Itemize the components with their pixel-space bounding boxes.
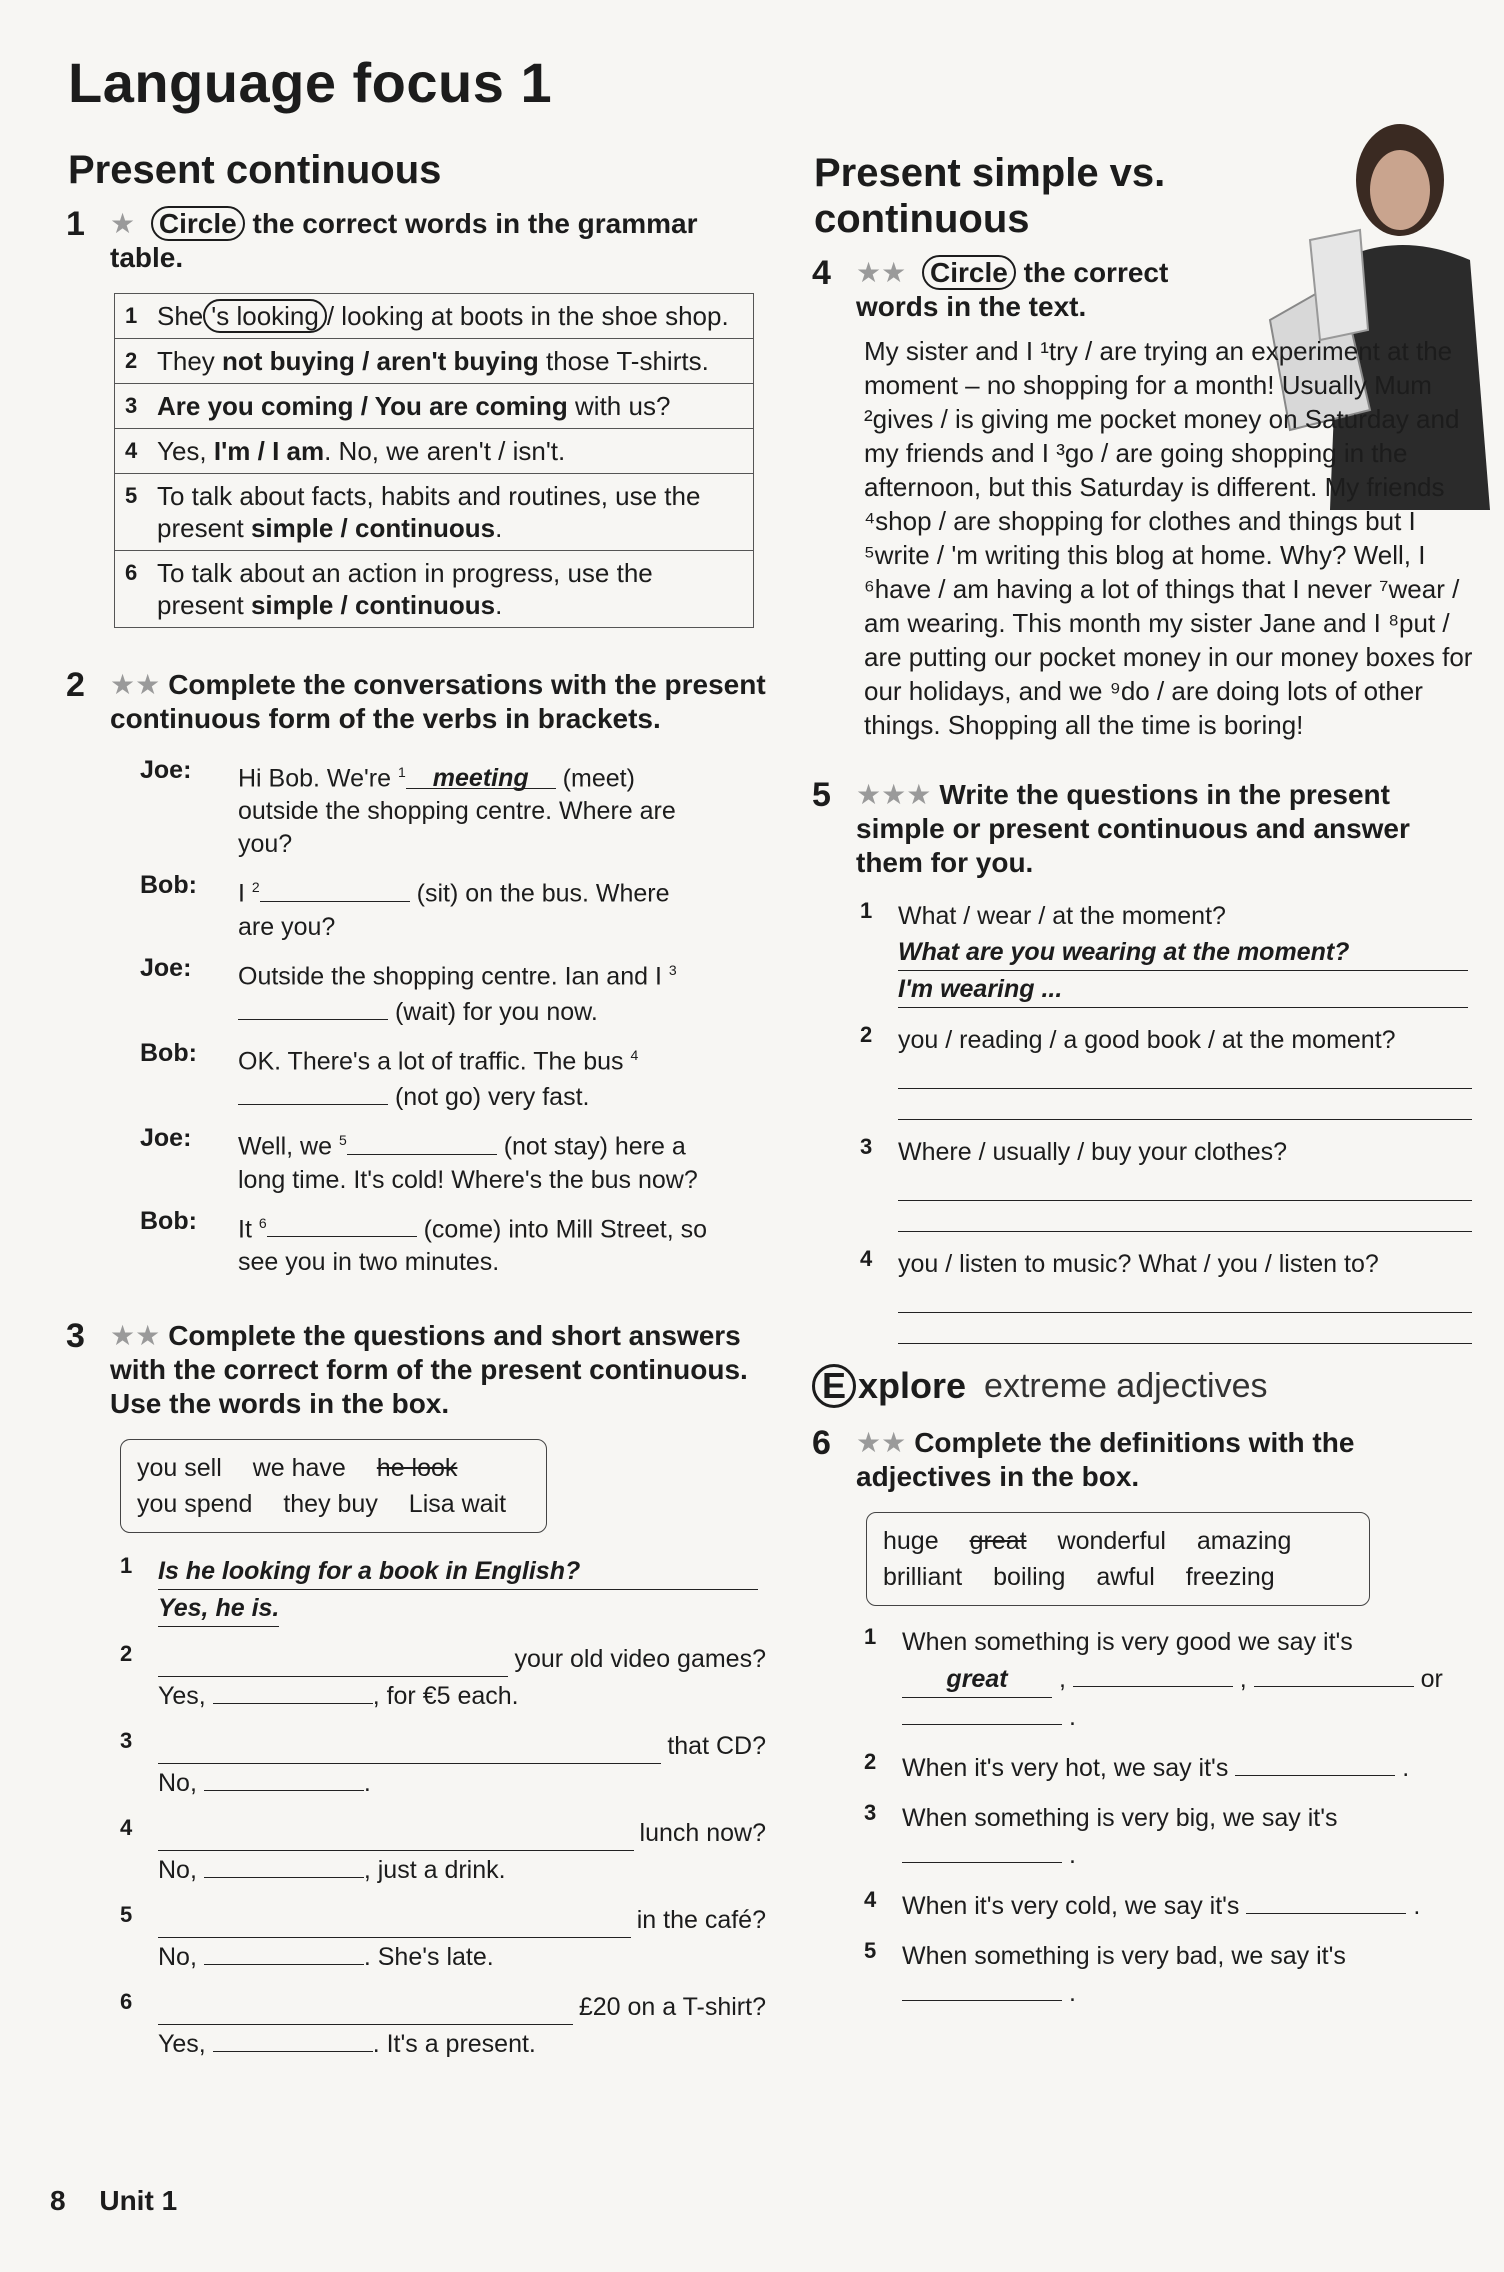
list-item: 4 you / listen to music? What / you / listen to? [860, 1246, 1482, 1344]
exercise-1-heading [66, 207, 766, 275]
list-item: 3 Where / usually / buy your clothes? [860, 1134, 1482, 1232]
table-row: 5 To talk about facts, habits and routines, use the present simple / continuous. [115, 474, 754, 551]
table-row: 6 To talk about an action in progress, use the present simple / continuous. [115, 551, 754, 628]
table-row: 4 Yes, I'm / I am. No, we aren't / isn't. [115, 429, 754, 474]
answer-blank[interactable] [902, 1836, 1062, 1863]
answer-line[interactable] [898, 1313, 1472, 1344]
word-box [866, 1512, 1370, 1606]
list-item: 4 lunch now? No, , just a drink. [120, 1814, 766, 1884]
table-row: 3 Are you coming / You are coming with us? [115, 384, 754, 429]
answer-blank[interactable] [902, 1698, 1062, 1725]
word-box-item: brilliant [883, 1563, 963, 1591]
conversation-line: Joe: Outside the shopping centre. Ian and I $^3$ (wait) for you now. [140, 953, 677, 1026]
answer-line[interactable] [898, 1282, 1472, 1313]
list-item: 2 you / reading / a good book / at the moment? [860, 1022, 1482, 1120]
answer-line[interactable] [898, 1089, 1472, 1120]
option-choice[interactable]: simple / continuous [250, 513, 496, 543]
word-box-item-used: he look [376, 1453, 458, 1482]
answer-blank[interactable] [213, 2025, 373, 2052]
word-box-item: wonderful [1057, 1527, 1166, 1555]
difficulty-stars: ★★ [856, 1427, 907, 1458]
conversation-line: Bob: I $^2$ (sit) on the bus. Where are you? [140, 871, 670, 941]
page-title: Language focus 1 [68, 51, 553, 114]
answer-line[interactable] [898, 1058, 1472, 1089]
left-column [66, 50, 766, 2076]
answer-line[interactable] [898, 1170, 1472, 1201]
option-choice[interactable]: simple / continuous [250, 590, 496, 620]
answer-question[interactable]: What are you wearing at the moment? [898, 934, 1468, 971]
explore-heading: E xplore extreme adjectives [812, 1364, 1482, 1408]
option-choice[interactable]: not buying / aren't buying [222, 346, 539, 376]
difficulty-stars: ★★ [110, 1319, 161, 1351]
instruction-text: Complete the conversations with the present continuous form of the verbs in brackets. [110, 669, 766, 734]
answer-blank[interactable] [213, 1677, 373, 1704]
exercise-4-heading: 4 ★★ Circle the correct words in the text. [812, 254, 1169, 322]
answer-blank[interactable] [1246, 1887, 1406, 1914]
word-box-item: you sell [137, 1453, 222, 1482]
answer-blank[interactable] [204, 1764, 364, 1791]
list-item: 6 £20 on a T-shirt? Yes, . It's a present. [120, 1988, 766, 2058]
circle-word: Circle [151, 206, 245, 241]
difficulty-stars: ★★ [856, 257, 907, 288]
word-box-item: you spend [137, 1489, 253, 1518]
question-list [860, 898, 1482, 1344]
list-item: 2 When it's very hot, we say it's . [864, 1749, 1410, 1782]
list-item: 2 your old video games? Yes, , for €5 each. [120, 1640, 766, 1710]
difficulty-stars: ★ [110, 208, 136, 239]
answer-blank[interactable]: great [902, 1661, 1052, 1698]
word-box-item: they buy [283, 1489, 378, 1518]
list-item: 1 Is he looking for a book in English? Yes, he is. [120, 1553, 766, 1627]
option-choice[interactable]: I'm / I am [213, 436, 325, 466]
word-box [120, 1439, 547, 1533]
reading-text: My sister and I ¹try / are trying an experiment at the moment – no shopping for a month! Usually Mum ²gives / is giving me pocket money on Saturday and my friends and I ³go / are going shopping in the afternoon, but this Saturday is different. My friends ⁴shop / are shopping for clothes and things but I ⁵write / 'm writing this blog at home. Why? Well, I ⁶have / am having a lot of things that I never ⁷wear / am wearing. This month my sister Jane and I ⁸put / are putting our pocket money in our money boxes for our holidays, and we ⁹do / are doing lots of other things. Shopping all the time is boring! [864, 336, 1473, 740]
definition-list [864, 1624, 1482, 2011]
answer-blank[interactable] [204, 1938, 364, 1965]
answer-line[interactable] [158, 1820, 634, 1851]
answer-blank[interactable] [1073, 1660, 1233, 1687]
answer-question[interactable]: Is he looking for a book in English? [158, 1553, 758, 1590]
answer-blank[interactable] [902, 1974, 1062, 2001]
list-item: 3 that CD? No, . [120, 1727, 766, 1797]
list-item: 5 in the café? No, . She's late. [120, 1901, 766, 1971]
table-row: 2 They not buying / aren't buying those T-shirts. [115, 339, 754, 384]
conversation-line: Joe: Well, we $^5$ (not stay) here a long time. It's cold! Where's the bus now? [140, 1124, 698, 1194]
circled-option: 's looking [203, 299, 327, 333]
instruction-text: Complete the definitions with the adjectives in the box. [856, 1427, 1355, 1492]
circle-word: Circle [922, 255, 1016, 290]
conversation-line: Bob: It $^6$ (come) into Mill Street, so see you in two minutes. [140, 1206, 707, 1276]
answer-line[interactable] [158, 1994, 573, 2025]
difficulty-stars: ★★ [110, 669, 161, 700]
exercise-2-heading: 2 ★★ Complete the conversations with the present continuous form of the verbs in brackets. [66, 666, 766, 734]
section-title-present-continuous: Present continuous [68, 148, 442, 192]
answer-blank[interactable]: meeting [406, 762, 556, 789]
answer-line[interactable] [898, 1201, 1472, 1232]
word-box-item: Lisa wait [408, 1489, 507, 1518]
section-title-present-simple-vs-continuous: Present simple vs. continuous [814, 151, 1166, 241]
word-box-item: huge [883, 1527, 939, 1555]
list-item: 1 When something is very good we say it's great , , or . [864, 1624, 1443, 1731]
answer-blank[interactable] [238, 993, 388, 1020]
answer-response[interactable]: I'm wearing ... [898, 971, 1468, 1008]
exercise-number: 1 [66, 205, 85, 243]
unit-label: Unit 1 [99, 2185, 178, 2216]
instruction-text: the correct words in the grammar table. [110, 208, 698, 273]
answer-line[interactable] [158, 1646, 508, 1677]
option-choice[interactable]: Are you coming / You are coming [157, 391, 568, 421]
explore-magnifier-icon: E [812, 1364, 856, 1408]
word-box-item: freezing [1185, 1563, 1275, 1591]
exercise-3-heading: 3 ★★ Complete the questions and short answers with the correct form of the present continuous. Use the words in the box. [66, 1316, 748, 1419]
table-row: 1 She 's looking / looking at boots in the shoe shop. [115, 294, 754, 339]
exercise-6-heading: 6 ★★ Complete the definitions with the adjectives in the box. [812, 1424, 1355, 1492]
conversation-line: Bob: OK. There's a lot of traffic. The bus $^4$ (not go) very fast. [140, 1038, 639, 1112]
answer-blank[interactable] [260, 875, 410, 902]
right-column [812, 150, 1482, 2025]
question-list [120, 1553, 766, 2062]
word-box-item: awful [1096, 1563, 1155, 1591]
answer-line[interactable] [158, 1907, 631, 1938]
answer-short[interactable]: Yes, he is. [158, 1590, 279, 1627]
list-item: 4 When it's very cold, we say it's . [864, 1887, 1421, 1920]
difficulty-stars: ★★★ [856, 779, 932, 810]
answer-line[interactable] [158, 1733, 661, 1764]
answer-blank[interactable] [1254, 1660, 1414, 1687]
exercise-5-heading: 5 ★★★ Write the questions in the present simple or present continuous and answer them for you. [812, 776, 1410, 878]
list-item: 1 What / wear / at the moment? What are you wearing at the moment? I'm wearing ... [860, 898, 1482, 1008]
word-box-item-used: great [969, 1527, 1027, 1555]
conversation [140, 756, 766, 1279]
instruction-text: Write the questions in the present simple or present continuous and answer them for you. [856, 779, 1410, 878]
list-item: 3 When something is very big, we say it's . [864, 1800, 1338, 1869]
answer-blank[interactable] [238, 1078, 388, 1105]
conversation-line: Joe: Hi Bob. We're $^1$ meeting (meet) outside the shopping centre. Where are you? [140, 756, 676, 859]
word-box-item: amazing [1196, 1527, 1292, 1555]
instruction-text: Complete the questions and short answers with the correct form of the present continuous. Use the words in the box. [110, 1319, 748, 1419]
word-box-item: boiling [993, 1563, 1066, 1591]
page-footer [50, 2185, 203, 2217]
grammar-table [114, 293, 754, 628]
list-item: 5 When something is very bad, we say it's . [864, 1938, 1346, 2007]
answer-blank[interactable] [267, 1210, 417, 1237]
word-box-item: we have [252, 1453, 346, 1482]
page-number: 8 [50, 2185, 66, 2216]
answer-blank[interactable] [204, 1851, 364, 1878]
instruction-text: the correct words in the text. [856, 257, 1169, 322]
answer-blank[interactable] [347, 1128, 497, 1155]
answer-blank[interactable] [1235, 1749, 1395, 1776]
